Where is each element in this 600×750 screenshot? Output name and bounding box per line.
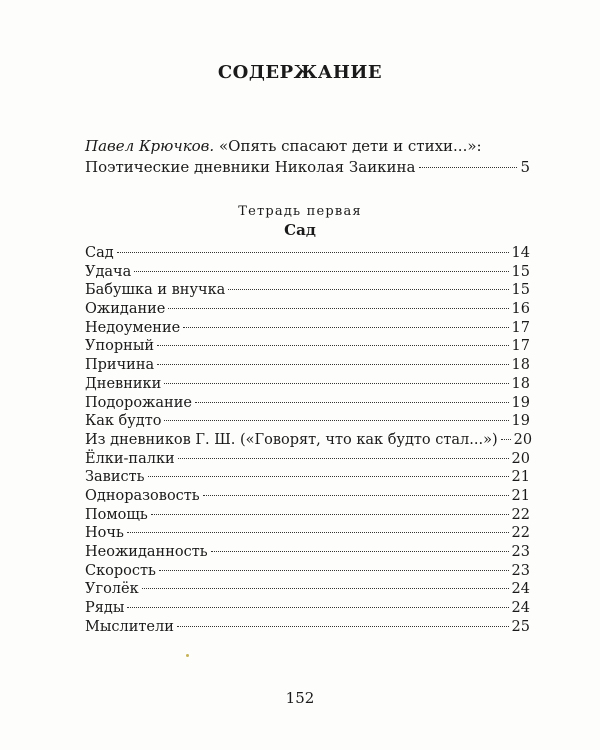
toc-entry: [85, 562, 530, 581]
dot-leader: [195, 402, 509, 403]
toc-entry-title: Бабушка и внучка: [85, 282, 226, 299]
intro-subtitle: Поэтические дневники Николая Заикина: [85, 158, 416, 176]
dot-leader: [168, 308, 508, 309]
toc-entry-page: 20: [513, 431, 533, 448]
toc-entry-title: Недоумение: [85, 319, 181, 336]
dot-leader: [159, 570, 509, 571]
toc-entry-title: Упорный: [85, 338, 155, 355]
toc-entry-page: 14: [511, 245, 530, 261]
toc-entry-title: Ночь: [85, 525, 124, 542]
toc-entry-page: 25: [511, 618, 530, 635]
toc-entry-page: 24: [511, 581, 530, 598]
page-number: 152: [285, 689, 315, 707]
toc-entry: [85, 450, 530, 469]
intro-entry: [85, 136, 530, 178]
toc-entry: [85, 337, 530, 356]
intro-line-1: [85, 136, 530, 157]
toc-entry: [85, 394, 530, 413]
toc-entry-page: 24: [511, 600, 530, 617]
toc-entry-page: 16: [511, 301, 530, 318]
toc-entry: [85, 543, 530, 562]
toc-entry: [85, 524, 530, 543]
dot-leader: [127, 607, 508, 608]
dot-leader: [117, 252, 509, 253]
dot-leader: [178, 458, 509, 459]
dot-leader: [142, 588, 509, 589]
dot-leader: [151, 514, 509, 515]
toc-entry-page: 22: [511, 506, 530, 523]
dot-leader: [183, 327, 508, 328]
toc-entry-page: 19: [511, 394, 530, 411]
toc-entry-title: Уголёк: [85, 581, 139, 598]
toc-entry: [85, 244, 530, 263]
dot-leader: [148, 476, 509, 477]
toc-entry: [85, 506, 530, 525]
toc-entry: [85, 319, 530, 338]
toc-entry-page: 17: [511, 319, 530, 336]
dot-leader: [164, 383, 508, 384]
toc-entry-title: Подорожание: [85, 394, 192, 411]
dot-leader: [164, 420, 508, 421]
toc-entry-title: Удача: [85, 263, 132, 280]
toc-entry-page: 18: [511, 375, 530, 392]
toc-entry: [85, 431, 533, 450]
toc-entry-page: 23: [511, 562, 530, 579]
toc-entry-title: Мыслители: [85, 618, 174, 635]
toc-entry-page: 19: [511, 413, 530, 430]
toc-entry-title: Как будто: [85, 413, 162, 430]
dot-leader: [228, 289, 508, 290]
toc-entry: [85, 599, 530, 618]
dot-leader: [501, 439, 511, 440]
dot-leader: [134, 271, 508, 272]
intro-line-2: [85, 157, 530, 178]
toc-entry-title: Ожидание: [85, 301, 166, 318]
table-of-contents: [85, 244, 533, 636]
dot-leader: [157, 345, 509, 346]
toc-entry-title: Сад: [85, 245, 114, 261]
toc-entry: [85, 375, 530, 394]
toc-entry-page: 15: [511, 263, 530, 280]
toc-entry: [85, 580, 530, 599]
toc-entry-page: 20: [511, 450, 530, 467]
toc-entry-page: 23: [511, 544, 530, 560]
toc-entry-title: Из дневников Г. Ш. («Говорят, что как будто стал...»): [85, 431, 498, 448]
toc-entry-title: Зависть: [85, 469, 145, 486]
toc-entry-page: 18: [511, 357, 530, 374]
toc-entry-title: Помощь: [85, 506, 148, 523]
dot-leader: [177, 626, 509, 627]
intro-quote: «Опять спасают дети и стихи...»:: [218, 137, 482, 155]
toc-entry-title: Дневники: [85, 375, 162, 392]
toc-entry-title: Скорость: [85, 562, 156, 579]
paper-speck: [186, 654, 189, 657]
toc-entry: [85, 281, 530, 300]
section-subheading: Сад: [284, 221, 316, 239]
dot-leader: [419, 167, 518, 168]
toc-entry-title: Ряды: [85, 600, 125, 617]
toc-entry: [85, 487, 530, 506]
dot-leader: [203, 495, 509, 496]
intro-page-number: 5: [520, 158, 530, 176]
toc-entry-page: 17: [511, 338, 530, 355]
toc-entry: [85, 618, 530, 637]
toc-entry: [85, 468, 530, 487]
toc-entry-page: 22: [511, 525, 530, 542]
dot-leader: [127, 532, 509, 533]
toc-entry-title: Причина: [85, 357, 155, 374]
toc-entry: [85, 300, 530, 319]
toc-entry-title: Неожиданность: [85, 544, 208, 560]
toc-entry: [85, 263, 530, 282]
section-heading: Тетрадь первая: [238, 204, 362, 219]
toc-entry-page: 21: [511, 469, 530, 486]
toc-entry-page: 15: [511, 282, 530, 299]
intro-author: Павел Крючков.: [85, 137, 215, 155]
dot-leader: [211, 551, 509, 552]
dot-leader: [157, 364, 508, 365]
toc-entry: [85, 356, 530, 375]
page-title: СОДЕРЖАНИЕ: [217, 62, 383, 83]
toc-entry-title: Ёлки-палки: [85, 450, 175, 467]
toc-entry: [85, 412, 530, 431]
toc-entry-title: Одноразовость: [85, 487, 200, 504]
toc-entry-page: 21: [511, 487, 530, 504]
